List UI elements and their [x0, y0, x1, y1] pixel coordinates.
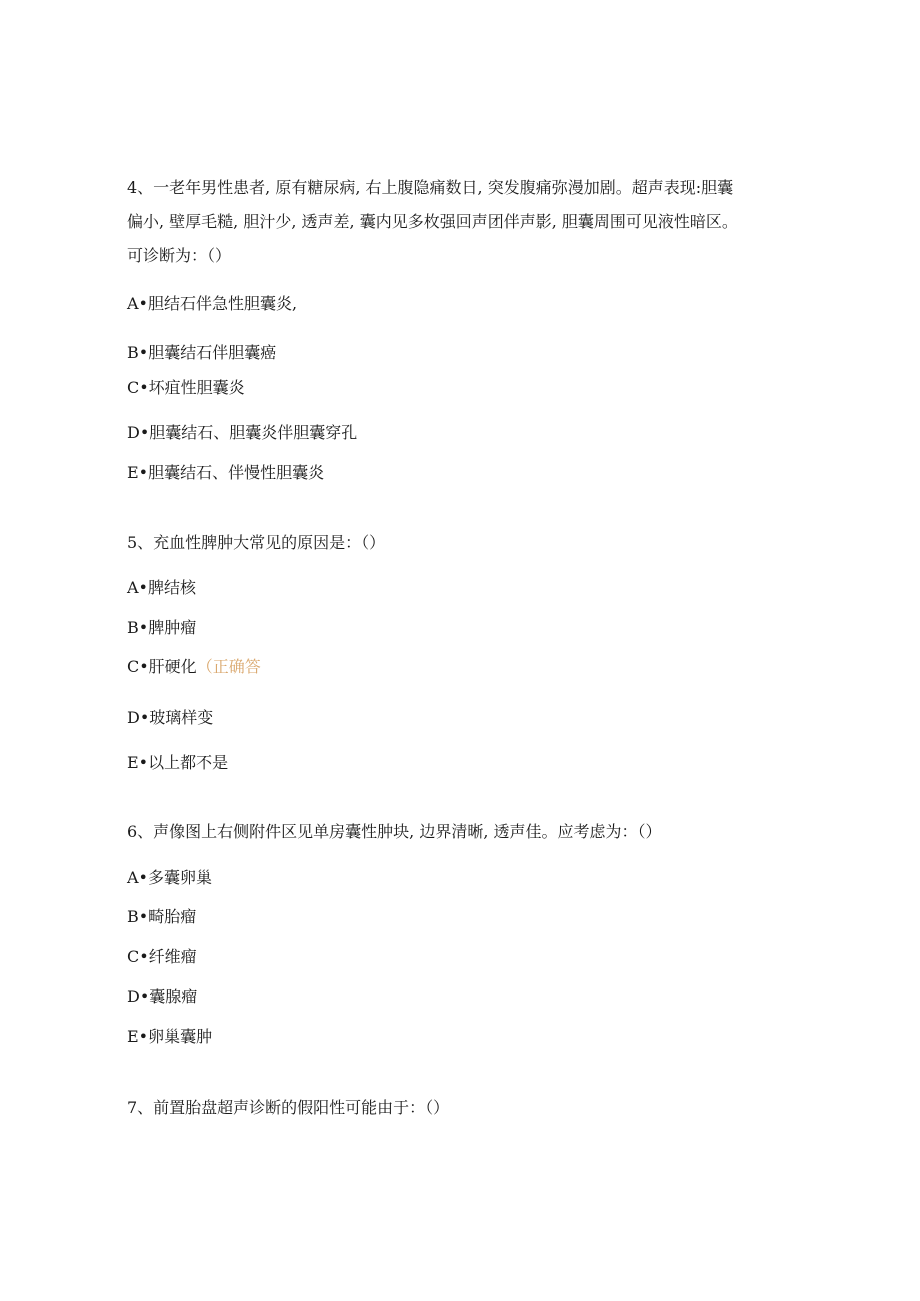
question-4-option-e: E•胆囊结石、伴慢性胆囊炎 — [127, 463, 325, 482]
question-4-option-a: A•胆结石伴急性胆囊炎, — [127, 294, 298, 313]
question-6-option-d: D•囊腺瘤 — [127, 987, 198, 1006]
question-6-option-a: A•多囊卵巢 — [127, 868, 212, 887]
question-4-option-c: C•坏疽性胆囊炎 — [127, 378, 245, 397]
question-5-option-e: E•以上都不是 — [127, 753, 229, 772]
question-5-option-d: D•玻璃样变 — [127, 708, 214, 727]
question-4-stem-line-3: 可诊断为：（） — [127, 246, 232, 265]
question-4-stem-line-2: 偏小, 壁厚毛糙, 胆汁少, 透声差, 囊内见多枚强回声团伴声影, 胆囊周围可见液性暗区。 — [127, 212, 738, 231]
question-5-option-a: A•脾结核 — [127, 578, 196, 597]
correct-answer-mark: （正确答 — [196, 657, 261, 676]
question-6-option-c: C•纤维瘤 — [127, 947, 197, 966]
question-5-option-c — [127, 657, 261, 677]
question-4-option-d: D•胆囊结石、胆囊炎伴胆囊穿孔 — [127, 423, 358, 442]
question-5-stem: 5、充血性脾肿大常见的原因是：（） — [127, 533, 386, 552]
question-6-option-e: E•卵巢囊肿 — [127, 1027, 213, 1046]
question-5-option-b: B•脾肿瘤 — [127, 618, 197, 637]
question-4-stem-line-1: 4、一老年男性患者, 原有糖尿病, 右上腹隐痛数日, 突发腹痛弥漫加剧。超声表现:胆囊 — [127, 178, 734, 197]
question-7-stem: 7、前置胎盘超声诊断的假阳性可能由于：（） — [127, 1098, 450, 1117]
question-4-option-b: B•胆囊结石伴胆囊癌 — [127, 343, 277, 362]
option-text: C•肝硬化 — [127, 657, 197, 676]
question-6-stem: 6、声像图上右侧附件区见单房囊性肿块, 边界清晰, 透声佳。应考虑为：（） — [127, 822, 662, 841]
question-6-option-b: B•畸胎瘤 — [127, 907, 197, 926]
